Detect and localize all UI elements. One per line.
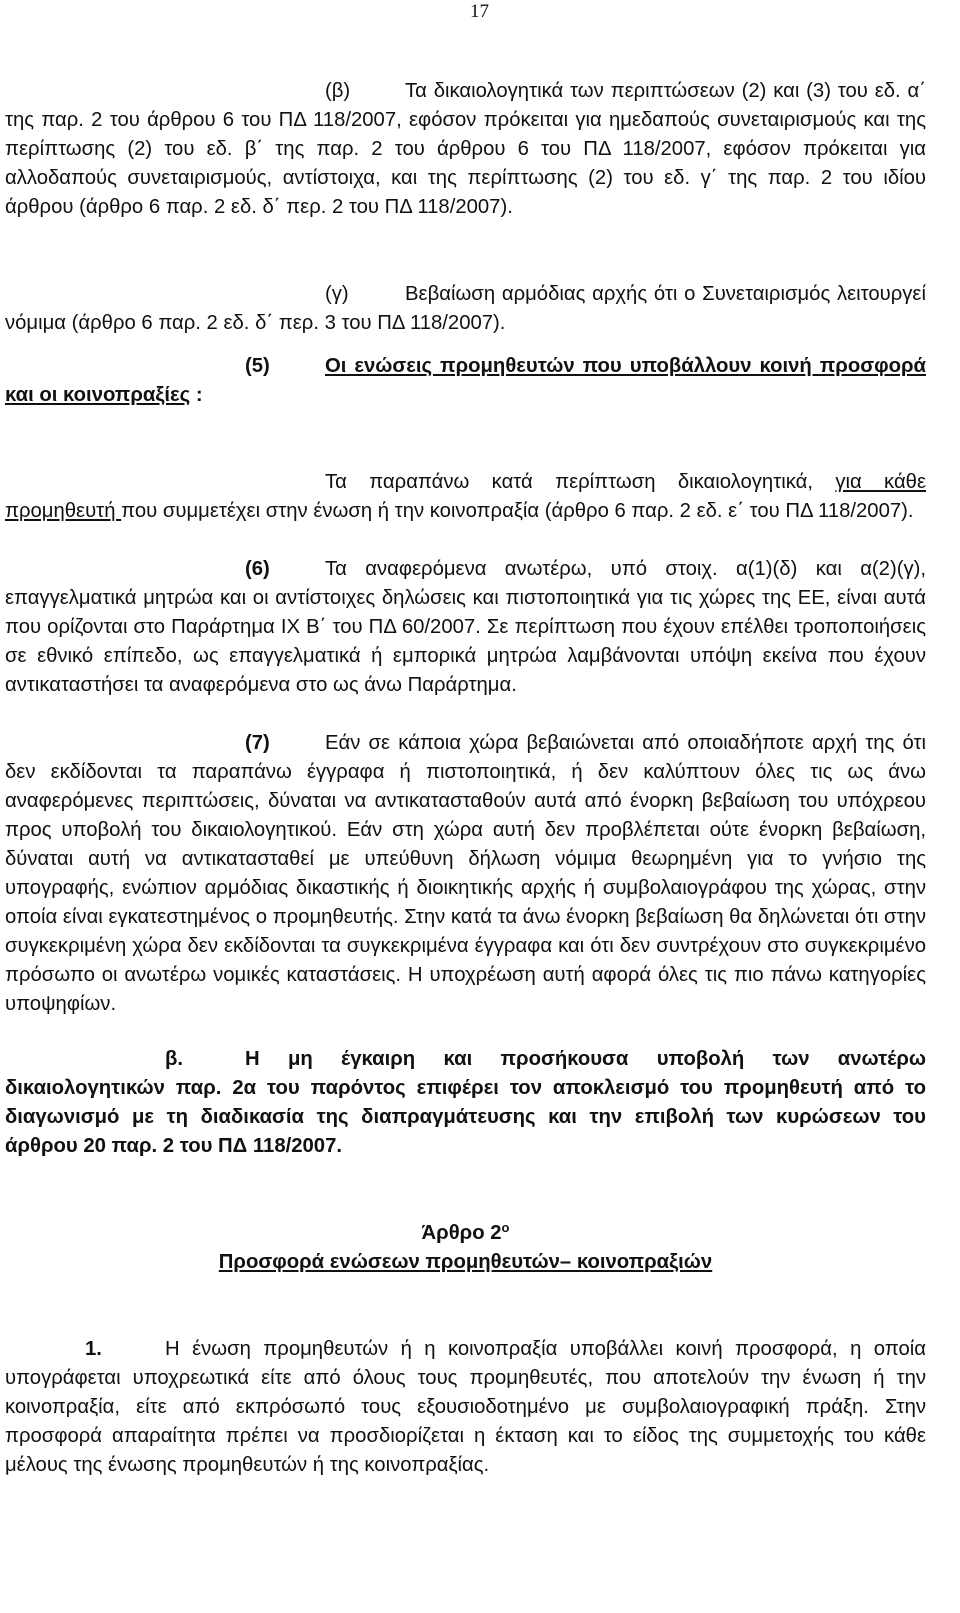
item-5-text — [5, 468, 926, 526]
item-7 — [5, 729, 926, 1019]
item-5-heading-text: Οι ενώσεις προμηθευτών που υποβάλλουν κοινή προσφορά και οι κοινοπραξίες — [5, 355, 926, 406]
paragraph-g-label: (γ) — [325, 283, 349, 305]
item-6 — [5, 555, 926, 700]
item-5-text-before: Τα παραπάνω κατά περίπτωση δικαιολογητικά, — [325, 471, 836, 493]
article-subtitle: Προσφορά ενώσεων προμηθευτών– κοινοπραξιών — [218, 1251, 713, 1273]
paragraph-b — [5, 77, 926, 222]
item-5-label: (5) — [245, 355, 270, 377]
item-6-text: Τα αναφερόμενα ανωτέρω, υπό στοιχ. α(1)(δ) και α(2)(γ), επαγγελματικά μητρώα και οι αντίστοιχες δηλώσεις και πιστοποιητικά για τις χώρες της ΕΕ, είναι αυτά που ορίζονται στο Παράρτημα ΙΧ Β΄ του ΠΔ 60/2007. Σε περίπτωση που έχουν επέλθει τροποποιήσεις σε εθνικό επίπεδο, ως επαγγελματικά ή εμπορικά μητρώα λαμβάνονται υπόψη εκείνα που έχουν αντικαταστήσει τα αναφερόμενα στο ως άνω Παράρτημα. — [5, 558, 926, 696]
article-title-text: Άρθρο 2 — [421, 1222, 502, 1244]
item-7-text: Εάν σε κάποια χώρα βεβαιώνεται από οποιαδήποτε αρχή της ότι δεν εκδίδονται τα παραπάνω έγγραφα ή πιστοποιητικά, ή δεν καλύπτουν όλες τις ως άνω αναφερόμενες περιπτώσεις, δύναται να αντικατασταθούν αυτά από ένορκη βεβαίωση του υπόχρεου προς υποβολή του δικαιολογητικού. Εάν στη χώρα αυτή δεν προβλέπεται ούτε ένορκη βεβαίωση, δύναται αυτή να αντικατασταθεί με υπεύθυνη δήλωση νόμιμα θεωρημένη για το γνήσιο της υπογραφής, ενώπιον αρμόδιας δικαστικής ή διοικητικής αρχής ή συμβολαιογράφου της χώρας, στην οποία είναι εγκατεστημένος ο προμηθευτής. Στην κατά τα άνω ένορκη βεβαίωση θα δηλώνεται ότι στην συγκεκριμένη χώρα δεν εκδίδονται τα συγκεκριμένα έγγραφα και ότι δεν συντρέχουν στο συγκεκριμένο πρόσωπο οι ανωτέρω νομικές καταστάσεις. Η υποχρέωση αυτή αφορά όλες τις πιο πάνω κατηγορίες υποψηφίων. — [5, 732, 926, 1015]
item-5-text-after: που συμμετέχει στην ένωση ή την κοινοπραξία (άρθρο 6 παρ. 2 εδ. ε΄ του ΠΔ 118/2007). — [121, 500, 914, 522]
paragraph-g — [5, 280, 926, 338]
item-beta-text: Η μη έγκαιρη και προσήκουσα υποβολή των ανωτέρω δικαιολογητικών παρ. 2α του παρόντος επιφέρει τον αποκλεισμό του προμηθευτή από το διαγωνισμό με τη διαδικασία της διαπραγμάτευσης και την επιβολή των κυρώσεων του άρθρου 20 παρ. 2 του ΠΔ 118/2007. — [5, 1048, 926, 1157]
item-5-text-underlined: για κάθε προμηθευτή — [5, 471, 926, 522]
page-number: 17 — [470, 1, 489, 22]
item-6-label: (6) — [245, 558, 270, 580]
item-1-text: Η ένωση προμηθευτών ή η κοινοπραξία υποβάλλει κοινή προσφορά, η οποία υπογράφεται υποχρεωτικά είτε από όλους τους προμηθευτές, που αποτελούν την ένωση ή την κοινοπραξία, είτε από εκπρόσωπό τους εξουσιοδοτημένο με συμβολαιογραφική πράξη. Στην προσφορά απαραίτητα πρέπει να προσδιορίζεται η έκταση και το είδος της συμμετοχής του κάθε μέλους της ένωσης προμηθευτών ή της κοινοπραξίας. — [5, 1338, 926, 1476]
article-title — [5, 1219, 926, 1248]
item-5-colon: : — [190, 384, 203, 406]
item-7-label: (7) — [245, 732, 270, 754]
document-body — [5, 77, 926, 1480]
item-beta-label: β. — [165, 1048, 184, 1070]
article-title-sup: ο — [501, 1220, 510, 1235]
paragraph-g-text: Βεβαίωση αρμόδιας αρχής ότι ο Συνεταιρισμός λειτουργεί νόμιμα (άρθρο 6 παρ. 2 εδ. δ΄ περ. 3 του ΠΔ 118/2007). — [5, 283, 926, 334]
item-1-label: 1. — [85, 1338, 102, 1360]
item-1 — [5, 1335, 926, 1480]
paragraph-b-label: (β) — [325, 80, 351, 102]
item-beta — [5, 1045, 926, 1161]
item-5-heading — [5, 352, 926, 410]
paragraph-b-text: Τα δικαιολογητικά των περιπτώσεων (2) και (3) του εδ. α΄ της παρ. 2 του άρθρου 6 του ΠΔ 118/2007, εφόσον πρόκειται για ημεδαπούς συνεταιρισμούς και της περίπτωσης (2) του εδ. β΄ της παρ. 2 του άρθρου 6 του ΠΔ 118/2007, εφόσον πρόκειται για αλλοδαπούς συνεταιρισμούς, αντίστοιχα, και της περίπτωσης (2) του εδ. γ΄ της παρ. 2 του ιδίου άρθρου (άρθρο 6 παρ. 2 εδ. δ΄ περ. 2 του ΠΔ 118/2007). — [5, 80, 926, 218]
